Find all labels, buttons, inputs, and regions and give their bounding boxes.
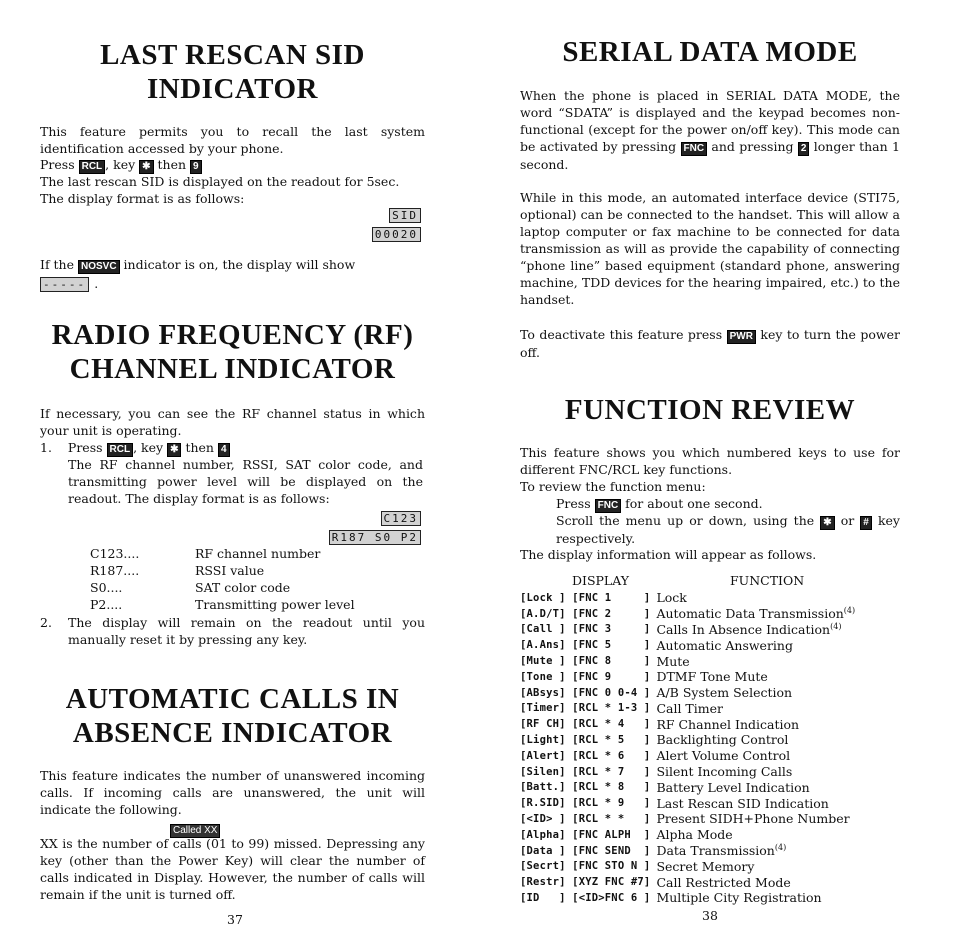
display-code-cell: [Batt.] [RCL * 8 ]: [520, 781, 651, 794]
function-name-cell: [650, 780, 855, 796]
paragraph: This feature shows you which numbered keys to use for different FNC/RCL key functions.: [520, 445, 900, 477]
legend-row: P2.... Transmitting power level: [90, 597, 355, 612]
table-row: [520, 748, 855, 764]
table-row: [520, 780, 855, 796]
function-name: Calls In Absence Indication: [656, 622, 831, 638]
display-code-cell: [Tone ] [FNC 9 ]: [520, 670, 651, 683]
function-name: A/B System Selection: [656, 685, 793, 701]
hash-key: #: [860, 516, 872, 530]
function-name-cell: [650, 811, 855, 827]
legend-row: C123.... RF channel number: [90, 546, 321, 561]
table-row: [520, 637, 855, 653]
serial-paragraph-2: While in this mode, an automated interface device (STI75, optional) can be connected to the handset. This will allow a laptop computer or fax machine to be connected for data transmission as will as provide the capability of connecting “phone line” based equipment (standard phone, answering machine, TDD devices for the hearing impaired, etc.) to the handset.: [520, 190, 900, 307]
display-code-cell: [ABsys] [FNC 0 0-4 ]: [520, 686, 651, 699]
display-code-cell: [A.D/T] [FNC 2 ]: [520, 607, 651, 620]
paragraph: This feature indicates the number of unanswered incoming calls. If incoming calls are unanswered, the unit will indicate the following.: [40, 768, 425, 817]
column-header-display: DISPLAY: [572, 573, 630, 588]
function-name: Silent Incoming Calls: [656, 764, 793, 780]
column-header-function: FUNCTION: [730, 573, 805, 588]
display-code-cell: [Timer] [RCL * 1-3 ]: [520, 702, 651, 715]
table-row: [520, 622, 855, 638]
fnc-key: FNC: [681, 142, 708, 156]
page-number: 38: [702, 908, 718, 923]
display-code-cell: [RF CH] [RCL * 4 ]: [520, 718, 651, 731]
function-name-cell: [650, 890, 855, 906]
table-row: [520, 874, 855, 890]
paragraph: The last rescan SID is displayed on the readout for 5sec. The display format is as follows:: [40, 174, 400, 206]
page-number: 37: [227, 912, 243, 927]
function-name-cell: [650, 716, 855, 732]
function-name: Lock: [656, 590, 687, 606]
display-code-cell: [Alert] [RCL * 6 ]: [520, 749, 651, 762]
function-name: Mute: [656, 653, 690, 669]
section-title-rf-channel: RADIO FREQUENCY (RF) CHANNEL INDICATOR: [51, 319, 414, 385]
table-row: [520, 859, 855, 875]
scroll-line: Scroll the menu up or down, using the ✱ or # key respectively.: [556, 513, 900, 546]
paragraph: The display information will appear as follows.: [520, 547, 817, 562]
table-row: [520, 669, 855, 685]
table-row: [520, 811, 855, 827]
function-name-cell: [650, 795, 855, 811]
function-name: Data Transmission: [656, 843, 775, 859]
section-title-calls-in-absence: AUTOMATIC CALLS IN ABSENCE INDICATOR: [65, 683, 400, 749]
function-name-cell: [650, 637, 855, 653]
paragraph: This feature permits you to recall the last system identification accessed by your phone.: [40, 124, 425, 156]
table-row: [520, 843, 855, 859]
function-name-cell: [650, 622, 855, 638]
rf-legend: [40, 545, 425, 613]
function-name: Last Rescan SID Indication: [656, 795, 829, 811]
rcl-key: RCL: [107, 443, 134, 457]
sid-display: [295, 204, 421, 242]
table-row: [520, 890, 855, 906]
rf-display: [265, 507, 421, 545]
function-name: DTMF Tone Mute: [656, 669, 768, 685]
footnote-marker: (4): [843, 606, 856, 616]
function-name: RF Channel Indication: [656, 716, 800, 732]
table-row: [520, 827, 855, 843]
two-key: 2: [798, 142, 810, 156]
function-name-cell: [650, 843, 855, 859]
table-row: [520, 764, 855, 780]
function-table: [520, 590, 855, 906]
display-code-cell: [Light] [RCL * 5 ]: [520, 734, 651, 747]
function-name: Alpha Mode: [656, 827, 733, 843]
function-name-cell: [650, 732, 855, 748]
footnote-marker: (4): [774, 843, 787, 853]
table-row: [520, 653, 855, 669]
instruction-line: Press RCL , key ✱ then 9: [40, 156, 202, 174]
display-code-cell: [A.Ans] [FNC 5 ]: [520, 639, 651, 652]
function-name: Alert Volume Control: [656, 748, 791, 764]
star-key: ✱: [139, 160, 153, 174]
function-name-cell: [650, 859, 855, 875]
function-name-cell: [650, 669, 855, 685]
paragraph: To review the function menu:: [520, 479, 706, 494]
star-key: ✱: [820, 516, 834, 530]
display-code-cell: [Alpha] [FNC ALPH ]: [520, 828, 651, 841]
function-name-cell: [650, 874, 855, 890]
fnc-key: FNC: [595, 499, 622, 513]
serial-paragraph-3: To deactivate this feature press PWR key to turn the power off.: [520, 327, 900, 360]
table-row: [520, 732, 855, 748]
function-name-cell: [650, 827, 855, 843]
function-name: Multiple City Registration: [656, 890, 822, 906]
function-name: Backlighting Control: [656, 732, 789, 748]
nosvc-indicator: NOSVC: [78, 260, 120, 274]
function-name: Battery Level Indication: [656, 780, 810, 796]
rcl-key: RCL: [79, 160, 106, 174]
dash-display: ----- .: [40, 273, 98, 292]
function-name-cell: [650, 764, 855, 780]
display-code-cell: [Data ] [FNC SEND ]: [520, 844, 651, 857]
serial-paragraph-1: When the phone is placed in SERIAL DATA MODE, the word “SDATA” is displayed and the keypad becomes non-functional (except for the power on/off key). This mode can be activated by pressing FNC and pressing 2 longer than 1 second.: [520, 88, 900, 172]
table-row: [520, 716, 855, 732]
function-name: Call Restricted Mode: [656, 874, 791, 890]
table-row: [520, 606, 855, 622]
display-line-2: 00020: [372, 227, 421, 242]
display-code-cell: [Lock ] [FNC 1 ]: [520, 591, 651, 604]
display-code-cell: [<ID> ] [RCL * * ]: [520, 813, 651, 826]
display-code-cell: [Restr] [XYZ FNC #7]: [520, 876, 651, 889]
footnote-marker: (4): [830, 621, 842, 631]
display-code-cell: [ID ] [<ID>FNC 6 ]: [520, 892, 651, 905]
function-name: Present SIDH+Phone Number: [656, 811, 850, 827]
paragraph: The RF channel number, RSSI, SAT color code, and transmitting power level will be displayed on the readout. The display format is as follows:: [68, 457, 423, 506]
step-1: 1. Press RCL , key ✱ then 4: [40, 439, 230, 457]
step-2: 2. The display will remain on the readout until you manually reset it by pressing any key.: [40, 615, 425, 647]
function-name-cell: [650, 685, 855, 701]
display-code-cell: [Silen] [RCL * 7 ]: [520, 765, 651, 778]
pwr-key: PWR: [727, 330, 756, 344]
display-code-cell: [Mute ] [FNC 8 ]: [520, 655, 651, 668]
paragraph: If necessary, you can see the RF channel status in which your unit is operating.: [40, 406, 425, 438]
function-name-cell: [650, 701, 855, 717]
press-fnc-line: Press FNC for about one second.: [556, 496, 763, 511]
display-code-cell: [R.SID] [RCL * 9 ]: [520, 797, 651, 810]
display-line-2: R187 S0 P2: [329, 530, 421, 545]
paragraph: XX is the number of calls (01 to 99) missed. Depressing any key (other than the Power Key) will clear the number of calls indicated in Display. However, the number of calls will remain if the unit is turned off.: [40, 836, 425, 902]
star-key: ✱: [167, 443, 181, 457]
display-line-1: SID: [389, 208, 421, 223]
function-name-cell: [650, 653, 855, 669]
called-display: Called XX: [170, 818, 220, 838]
four-key: 4: [218, 443, 230, 457]
nine-key: 9: [190, 160, 202, 174]
legend-row: S0.... SAT color code: [90, 580, 291, 595]
table-row: [520, 701, 855, 717]
function-name-cell: [650, 606, 855, 622]
function-name: Automatic Answering: [656, 637, 793, 653]
legend-row: R187.... RSSI value: [90, 563, 265, 578]
function-name: Secret Memory: [656, 859, 755, 875]
section-title-serial-data-mode: SERIAL DATA MODE: [562, 36, 858, 68]
display-code-cell: [Call ] [FNC 3 ]: [520, 623, 651, 636]
table-row: [520, 795, 855, 811]
display-line-1: C123: [381, 511, 422, 526]
function-table-body: [520, 590, 855, 906]
table-row: [520, 590, 855, 606]
section-title-function-review: FUNCTION REVIEW: [564, 394, 856, 426]
display-code-cell: [Secrt] [FNC STO N ]: [520, 860, 651, 873]
function-name-cell: [650, 590, 855, 606]
function-name: Automatic Data Transmission: [656, 606, 844, 622]
table-row: [520, 685, 855, 701]
nosvc-paragraph: If the NOSVC indicator is on, the display will show: [40, 257, 356, 272]
function-name: Call Timer: [656, 701, 723, 717]
function-name-cell: [650, 748, 855, 764]
section-title-last-rescan-sid: LAST RESCAN SID INDICATOR: [100, 39, 365, 105]
